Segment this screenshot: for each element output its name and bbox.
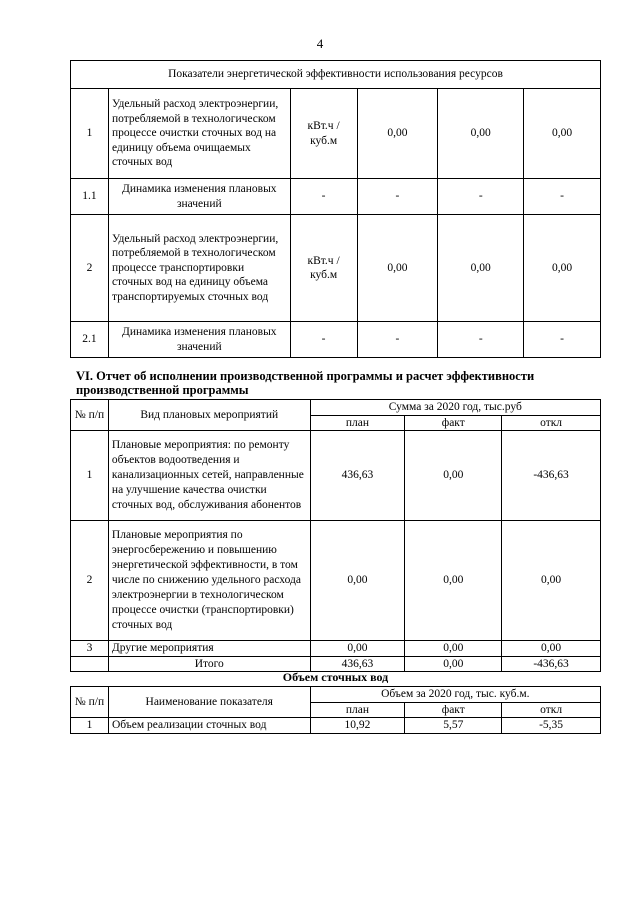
- value-2: -: [438, 179, 524, 215]
- deviation-value: 0,00: [502, 521, 601, 641]
- col-sum-header: Сумма за 2020 год, тыс.руб: [310, 400, 600, 416]
- fact-value: 0,00: [405, 521, 502, 641]
- row-number: 1: [71, 89, 109, 179]
- header-row: [71, 687, 601, 703]
- table-row: [71, 89, 601, 179]
- row-number: 1: [71, 718, 109, 734]
- col-volume-header: Объем за 2020 год, тыс. куб.м.: [310, 687, 600, 703]
- col-name-header: Наименование показателя: [108, 687, 310, 718]
- table-row: [71, 431, 601, 521]
- wastewater-volume-table: [70, 686, 601, 734]
- indicator-name: Динамика изменения плановых значений: [108, 322, 290, 358]
- value-1: -: [357, 179, 438, 215]
- value-2: 0,00: [438, 89, 524, 179]
- header-row: [71, 400, 601, 416]
- value-3: -: [524, 322, 601, 358]
- plan-value: 436,63: [310, 431, 405, 521]
- indicator-name: Объем реализации сточных вод: [108, 718, 310, 734]
- table-row: [71, 322, 601, 358]
- page-number: 4: [316, 36, 324, 51]
- col-plan-header: план: [310, 415, 405, 431]
- total-fact: 0,00: [405, 656, 502, 672]
- unit: кВт.ч / куб.м: [290, 215, 357, 322]
- total-label: Итого: [108, 656, 310, 672]
- volume-title: Объем сточных вод: [282, 670, 389, 684]
- col-fact-header: факт: [405, 702, 502, 718]
- unit: -: [290, 322, 357, 358]
- value-1: -: [357, 322, 438, 358]
- col-dev-header: откл: [502, 702, 601, 718]
- value-3: 0,00: [524, 215, 601, 322]
- col-dev-header: откл: [502, 415, 601, 431]
- value-2: -: [438, 322, 524, 358]
- indicator-name: Удельный расход электроэнергии, потребляемой в технологическом процессе транспортировки сточных вод на единицу объема транспортируемых сточных вод: [108, 215, 290, 322]
- row-number: 2: [71, 215, 109, 322]
- value-2: 0,00: [438, 215, 524, 322]
- col-name-header: Вид плановых мероприятий: [108, 400, 310, 431]
- row-number: 3: [71, 641, 109, 657]
- activity-name: Плановые мероприятия: по ремонту объектов водоотведения и канализационных сетей, направленные на улучшение качества очистки сточных вод, обслуживания абонентов: [108, 431, 310, 521]
- deviation-value: 0,00: [502, 641, 601, 657]
- value-1: 0,00: [357, 89, 438, 179]
- plan-value: 0,00: [310, 641, 405, 657]
- table-row: [71, 641, 601, 657]
- row-number: 1.1: [71, 179, 109, 215]
- total-deviation: -436,63: [502, 656, 601, 672]
- plan-value: 10,92: [310, 718, 405, 734]
- row-number: 1: [71, 431, 109, 521]
- col-number-header: № п/п: [71, 400, 109, 431]
- program-execution-table: [70, 399, 601, 672]
- value-3: -: [524, 179, 601, 215]
- row-number: 2: [71, 521, 109, 641]
- unit: -: [290, 179, 357, 215]
- plan-value: 0,00: [310, 521, 405, 641]
- deviation-value: -5,35: [502, 718, 601, 734]
- unit: кВт.ч / куб.м: [290, 89, 357, 179]
- table-row: [71, 718, 601, 734]
- fact-value: 0,00: [405, 431, 502, 521]
- indicator-name: Динамика изменения плановых значений: [108, 179, 290, 215]
- value-1: 0,00: [357, 215, 438, 322]
- col-plan-header: план: [310, 702, 405, 718]
- fact-value: 0,00: [405, 641, 502, 657]
- activity-name: Плановые мероприятия по энергосбережению и повышению энергетической эффективности, в том числе по снижению удельного расхода электроэнергии в технологическом процессе очистки (транспортировки) сточных вод: [108, 521, 310, 641]
- energy-header: Показатели энергетической эффективности использования ресурсов: [71, 61, 601, 89]
- fact-value: 5,57: [405, 718, 502, 734]
- indicator-name: Удельный расход электроэнергии, потребляемой в технологическом процессе очистки сточных вод на единицу объема очищаемых сточных вод: [108, 89, 290, 179]
- section-title: VI. Отчет об исполнении производственной программы и расчет эффективности производственной программы: [76, 369, 535, 397]
- col-fact-header: факт: [405, 415, 502, 431]
- table-row: [71, 215, 601, 322]
- table-row: [71, 179, 601, 215]
- energy-header-row: [71, 61, 601, 89]
- energy-efficiency-table: [70, 60, 601, 358]
- activity-name: Другие мероприятия: [108, 641, 310, 657]
- col-number-header: № п/п: [71, 687, 109, 718]
- deviation-value: -436,63: [502, 431, 601, 521]
- table-row: [71, 521, 601, 641]
- row-number: 2.1: [71, 322, 109, 358]
- total-plan: 436,63: [310, 656, 405, 672]
- value-3: 0,00: [524, 89, 601, 179]
